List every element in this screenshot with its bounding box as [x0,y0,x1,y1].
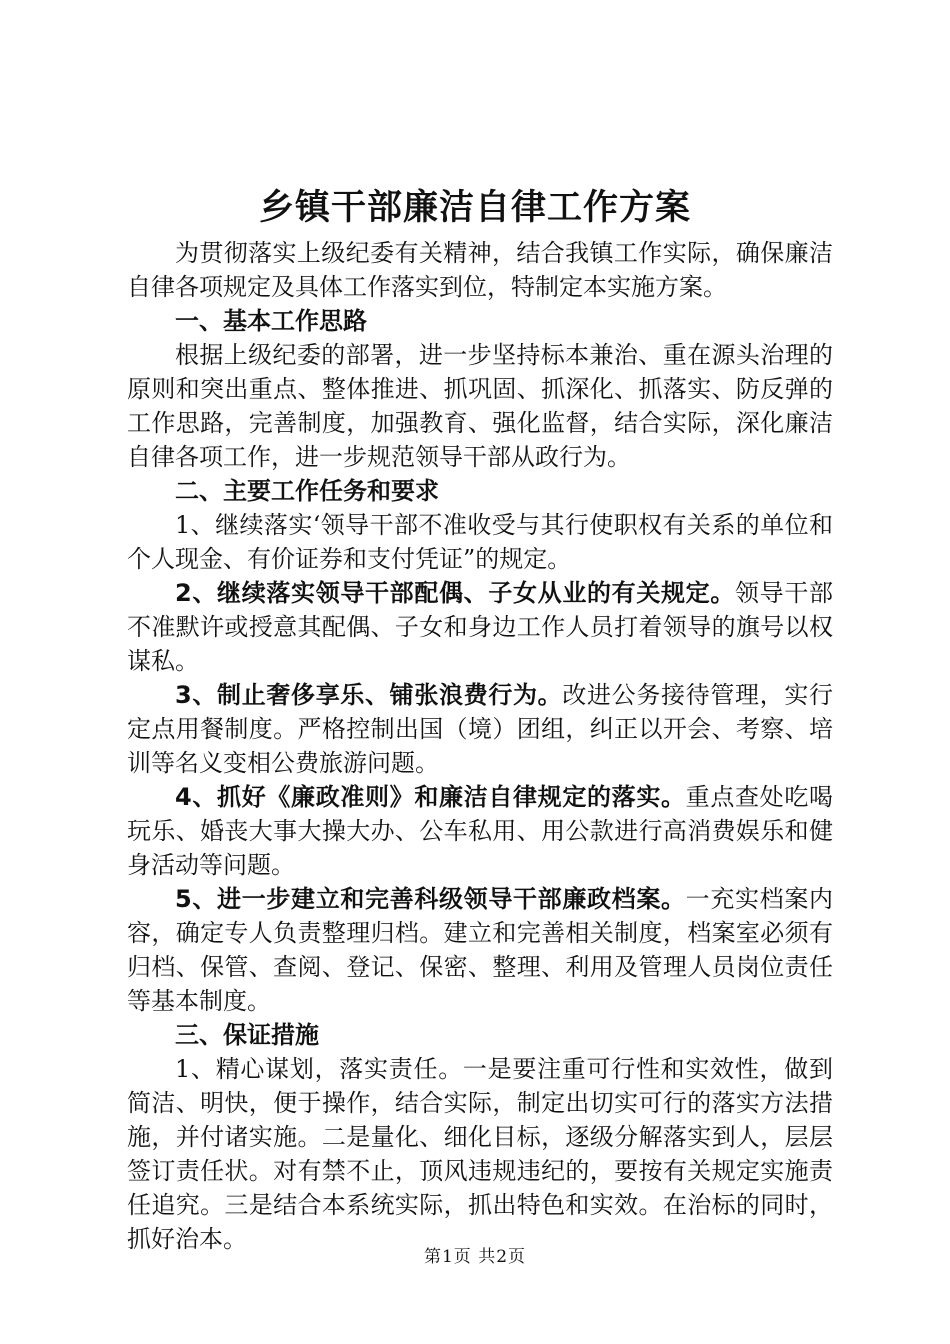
section-3-heading: 三、保证措施 [175,1021,319,1049]
section-1-paragraph: 根据上级纪委的部署，进一步坚持标本兼治、重在源头治理的原则和突出重点、整体推进、抓巩固、抓深化、抓落实、防反弹的工作思路，完善制度，加强教育、强化监督，结合实际，深化廉洁自律各项工作，进一步规范领导干部从政行为。 [127,341,833,471]
task-item-5-text: 一充实档案内容，确定专人负责整理归档。建立和完善相关制度，档案室必须有归档、保管、查阅、登记、保密、整理、利用及管理人员岗位责任等基本制度。 [127,885,833,1015]
task-item-2 [127,576,833,678]
task-item-3-lead: 3、制止奢侈享乐、铺张浪费行为。 [175,681,563,709]
section-1-heading: 一、基本工作思路 [175,307,367,335]
task-item-3 [127,678,833,780]
task-item-3-text: 改进公务接待管理，实行定点用餐制度。严格控制出国（境）团组，纠正以开会、考察、培训等名义变相公费旅游问题。 [127,681,833,777]
document-body [127,236,833,1256]
document-title: 乡镇干部廉洁自律工作方案 [258,188,691,228]
task-item-2-lead: 2、继续落实领导干部配偶、子女从业的有关规定。 [175,579,735,607]
page-number-footer: 第1页 共2页 [423,1247,527,1267]
task-item-4 [127,780,833,882]
intro-paragraph: 为贯彻落实上级纪委有关精神，结合我镇工作实际，确保廉洁自律各项规定及具体工作落实到位，特制定本实施方案。 [127,239,833,301]
task-item-4-text: 重点查处吃喝玩乐、婚丧大事大操大办、公车私用、用公款进行高消费娱乐和健身活动等问题。 [127,783,833,879]
task-item-4-lead: 4、抓好《廉政准则》和廉洁自律规定的落实。 [175,783,686,811]
measure-item-1: 1、精心谋划，落实责任。一是要注重可行性和实效性，做到简洁、明快，便于操作，结合实际，制定出切实可行的落实方法措施，并付诸实施。二是量化、细化目标，逐级分解落实到人，层层签订责任状。对有禁不止，顶风违规违纪的，要按有关规定实施责任追究。三是结合本系统实际，抓出特色和实效。在治标的同时，抓好治本。 [127,1055,833,1253]
task-item-5-lead: 5、进一步建立和完善科级领导干部廉政档案。 [175,885,686,913]
task-item-1: 1、继续落实‘领导干部不准收受与其行使职权有关系的单位和个人现金、有价证券和支付凭证”的规定。 [127,511,833,573]
task-item-5 [127,882,833,1018]
section-2-heading: 二、主要工作任务和要求 [175,477,439,505]
task-item-2-text: 领导干部不准默许或授意其配偶、子女和身边工作人员打着领导的旗号以权谋私。 [127,579,833,675]
